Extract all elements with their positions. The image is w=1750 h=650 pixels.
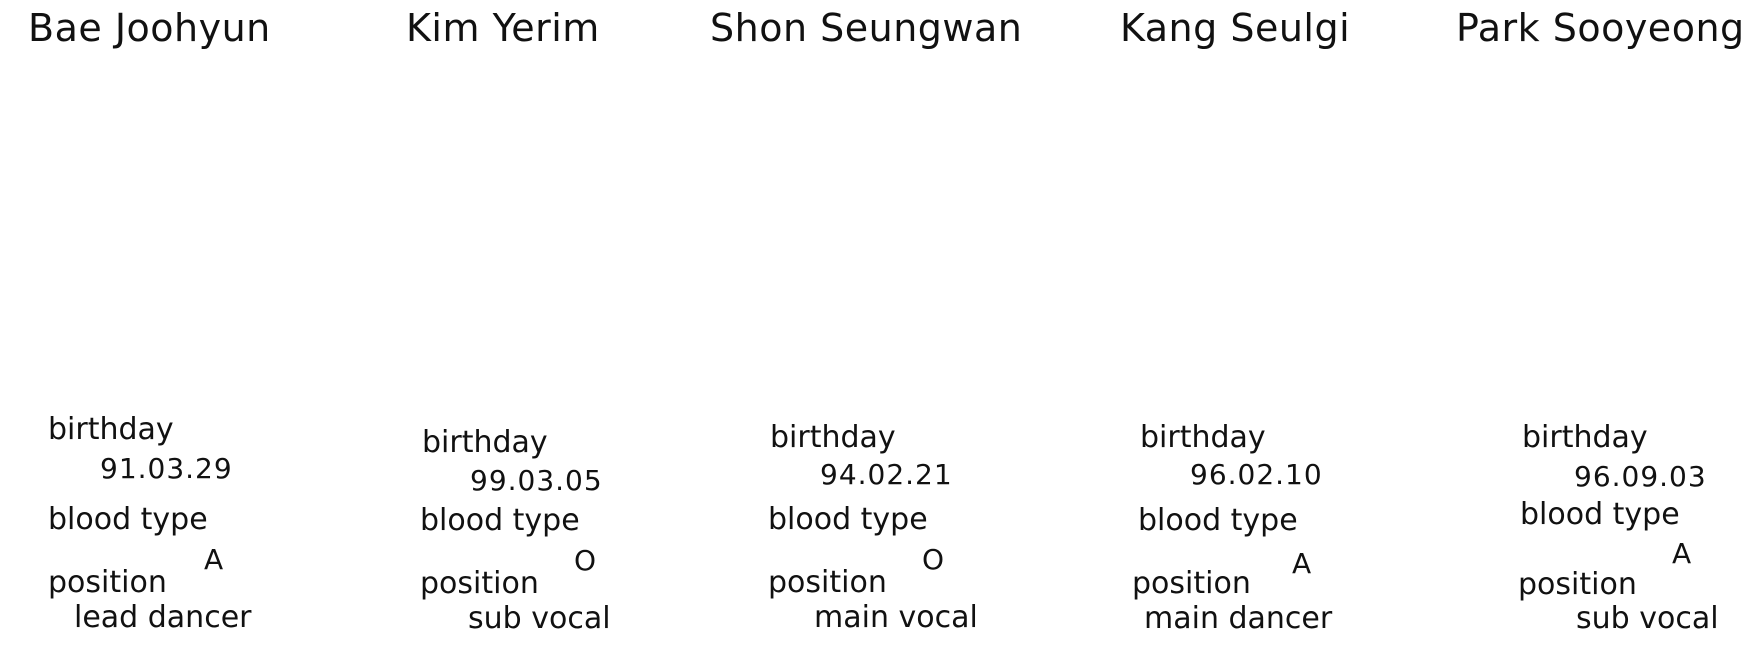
member-card-shon-seungwan (700, 0, 1060, 650)
birthday-label: birthday (1522, 420, 1648, 455)
position-label: position (48, 565, 167, 600)
blood-type-label: blood type (1520, 497, 1680, 532)
birthday-value: 91.03.29 (100, 452, 233, 485)
member-name: Shon Seungwan (710, 6, 1023, 50)
birthday-label: birthday (48, 412, 174, 447)
position-value: main vocal (814, 600, 978, 635)
position-value: sub vocal (1576, 601, 1719, 636)
blood-type-value: A (1292, 547, 1312, 580)
position-label: position (1132, 566, 1251, 601)
blood-type-label: blood type (48, 502, 208, 537)
blood-type-value: A (204, 543, 224, 576)
birthday-label: birthday (770, 420, 896, 455)
position-value: lead dancer (74, 600, 252, 635)
position-label: position (768, 565, 887, 600)
blood-type-value: O (922, 543, 945, 576)
member-card-kim-yerim (350, 0, 690, 650)
position-value: main dancer (1144, 601, 1333, 636)
position-value: sub vocal (468, 601, 611, 636)
birthday-value: 94.02.21 (820, 458, 953, 491)
birthday-value: 96.02.10 (1190, 458, 1323, 491)
birthday-value: 99.03.05 (470, 464, 603, 497)
member-card-bae-joohyun (0, 0, 340, 650)
member-name: Kang Seulgi (1120, 6, 1351, 50)
blood-type-label: blood type (1138, 503, 1298, 538)
birthday-value: 96.09.03 (1574, 460, 1707, 493)
blood-type-label: blood type (768, 502, 928, 537)
birthday-label: birthday (1140, 420, 1266, 455)
birthday-label: birthday (422, 425, 548, 460)
blood-type-label: blood type (420, 503, 580, 538)
position-label: position (1518, 567, 1637, 602)
member-name: Kim Yerim (406, 6, 600, 50)
blood-type-value: A (1672, 537, 1692, 570)
member-name: Bae Joohyun (28, 6, 271, 50)
position-label: position (420, 566, 539, 601)
blood-type-value: O (574, 544, 597, 577)
member-name: Park Sooyeong (1456, 6, 1745, 50)
member-card-park-sooyeong (1420, 0, 1750, 650)
member-card-kang-seulgi (1070, 0, 1410, 650)
